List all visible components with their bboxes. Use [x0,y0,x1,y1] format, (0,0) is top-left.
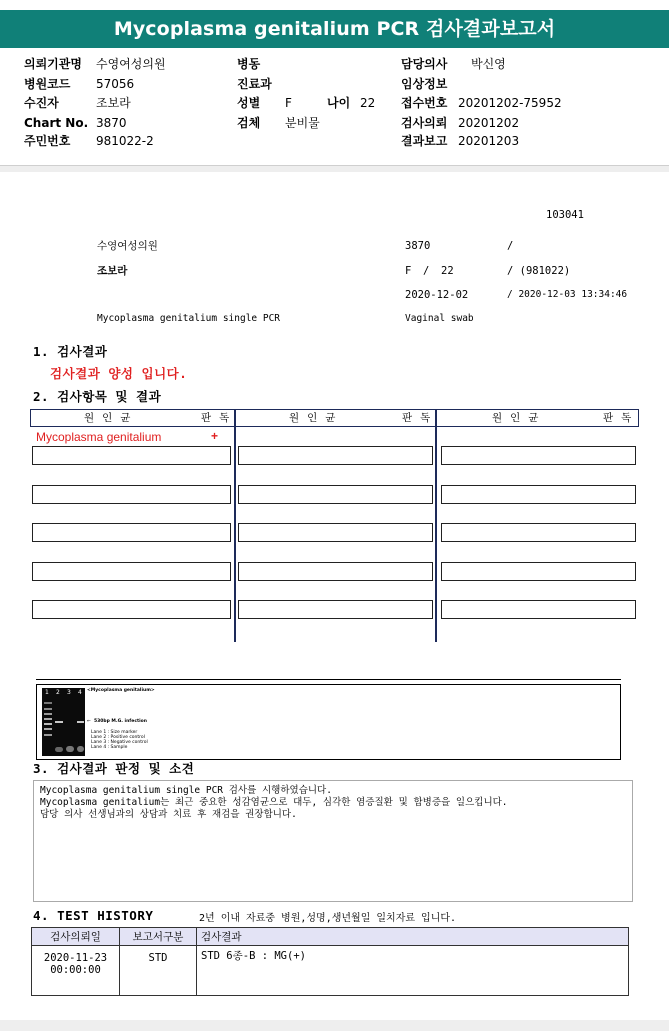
history-type: STD [120,946,197,996]
doctor-label: 담당의사 [401,57,448,71]
report-date-value: 20201203 [458,134,520,148]
gel-title: <Mycoplasma genitalium> [87,688,155,693]
specimen-label: 검체 [237,116,261,130]
result-cell [32,446,231,465]
grid-divider-1 [234,409,236,642]
pathogen-name: Mycoplasma genitalium [36,430,162,444]
sex-label: 성별 [237,96,261,110]
sex-value: F [285,96,292,110]
result-cell [32,485,231,504]
history-table [31,927,629,996]
clinical-info-label: 임상정보 [401,77,448,91]
result-cell [238,600,433,619]
result-summary: 검사결과 양성 입니다. [50,366,188,381]
institution-value: 수영여성의원 [96,57,166,71]
hospital-code-label: 병원코드 [24,77,71,91]
result-cell [238,446,433,465]
report-sex-slash: / [423,265,430,277]
result-cell [441,523,636,542]
grid-header-line [30,426,639,427]
section-items-heading: 2. 검사항목 및 결과 [33,389,162,404]
report-patient: 조보라 [97,265,128,277]
result-cell [238,562,433,581]
gel-legend-line: Lane 1 : Size marker [91,730,138,735]
gel-legend-line: Lane 4 : Sample [91,745,128,750]
request-date-label: 검사의뢰 [401,116,448,130]
grid-header-result-2: 판독 [402,412,439,424]
grid-header-pathogen-3: 원인균 [492,412,547,424]
report-received: 2020-12-02 [405,289,469,301]
grid-divider-2 [435,409,437,642]
report-sheet [0,172,669,1020]
history-date-cell [32,946,120,996]
gel-image [36,684,621,760]
grid-header-result-3: 판독 [603,412,640,424]
history-result: STD 6종-B : MG(+) [197,946,629,996]
gel-legend-line: Lane 2 : Positive control [91,735,145,740]
report-institution: 수영여성의원 [97,240,158,252]
gel-band-label: 530bp M.G. infection [94,719,147,724]
receipt-no-label: 접수번호 [401,96,448,110]
report-title: Mycoplasma genitalium PCR 검사결과보고서 [0,10,669,48]
request-date-value: 20201202 [458,116,520,130]
opinion-line: Mycoplasma genitalium는 최근 중요한 성감염균으로 대두, 심각한 염증질환 및 합병증을 일으킵니다. [40,797,508,808]
result-cell [32,562,231,581]
history-col-date: 검사의뢰일 [32,928,120,946]
history-col-result: 검사결과 [197,928,629,946]
id-no-label: 주민번호 [24,134,71,148]
receipt-no-value: 20201202-75952 [458,96,562,110]
grid-header-pathogen-2: 원인균 [289,412,344,424]
age-label: 나이 [327,96,351,110]
history-date: 2020-11-23 [43,952,108,964]
result-cell [441,485,636,504]
lane-number: 1 [45,689,49,696]
pathogen-result: + [211,429,219,443]
result-cell [441,446,636,465]
report-sex: F [405,265,412,277]
section-history-heading: 4. TEST HISTORY [33,908,154,923]
opinion-line: Mycoplasma genitalium single PCR 검사를 시행하였습니다. [40,785,332,796]
department-label: 진료과 [237,77,272,91]
opinion-line: 담당 의사 선생님과의 상담과 치료 후 재검을 권장합니다. [40,809,297,820]
specimen-value: 분비물 [285,116,320,130]
result-cell [32,600,231,619]
patient-label: 수진자 [24,96,59,110]
report-date-label: 결과보고 [401,134,448,148]
report-header [0,0,669,166]
history-col-type: 보고서구분 [120,928,197,946]
lane-number: 4 [78,689,82,696]
report-test-name: Mycoplasma genitalium single PCR [97,313,281,324]
report-code: 103041 [546,209,584,221]
grid-header-result-1: 판독 [201,412,238,424]
grid-header-pathogen-1: 원인균 [84,412,139,424]
opinion-box [33,780,633,902]
chart-no-label: Chart No. [24,116,89,130]
history-note: 2년 이내 자료중 병원,성명,생년월일 일치자료 입니다. [199,913,457,924]
section-result-heading: 1. 검사결과 [33,344,108,359]
result-cell [441,600,636,619]
report-reported: / 2020-12-03 13:34:46 [507,289,628,300]
result-cell [238,485,433,504]
patient-value: 조보라 [96,96,131,110]
history-time: 00:00:00 [50,964,101,976]
result-cell [238,523,433,542]
lane-number: 2 [56,689,60,696]
result-cell [32,523,231,542]
ward-label: 병동 [237,57,261,71]
result-cell [441,562,636,581]
table-row [32,946,629,996]
report-specimen: Vaginal swab [405,313,474,324]
gel-legend-line: Lane 3 : Negative control [91,740,148,745]
report-chart-no: 3870 [405,240,431,252]
gel-band-arrow: ← [87,719,91,724]
gel-photo [42,688,85,756]
report-age: 22 [441,265,454,277]
grid-top-line [30,409,639,410]
report-chart-slash: / [507,240,514,252]
institution-label: 의뢰기관명 [24,57,82,71]
grid-left-line [30,409,31,427]
gel-separator [36,679,621,680]
lane-number: 3 [67,689,71,696]
section-opinion-heading: 3. 검사결과 판정 및 소견 [33,761,195,776]
report-birth: / (981022) [507,265,571,277]
age-value: 22 [360,96,376,110]
id-no-value: 981022-2 [96,134,154,148]
hospital-code-value: 57056 [96,77,135,91]
doctor-value: 박신영 [471,57,506,71]
chart-no-value: 3870 [96,116,127,130]
